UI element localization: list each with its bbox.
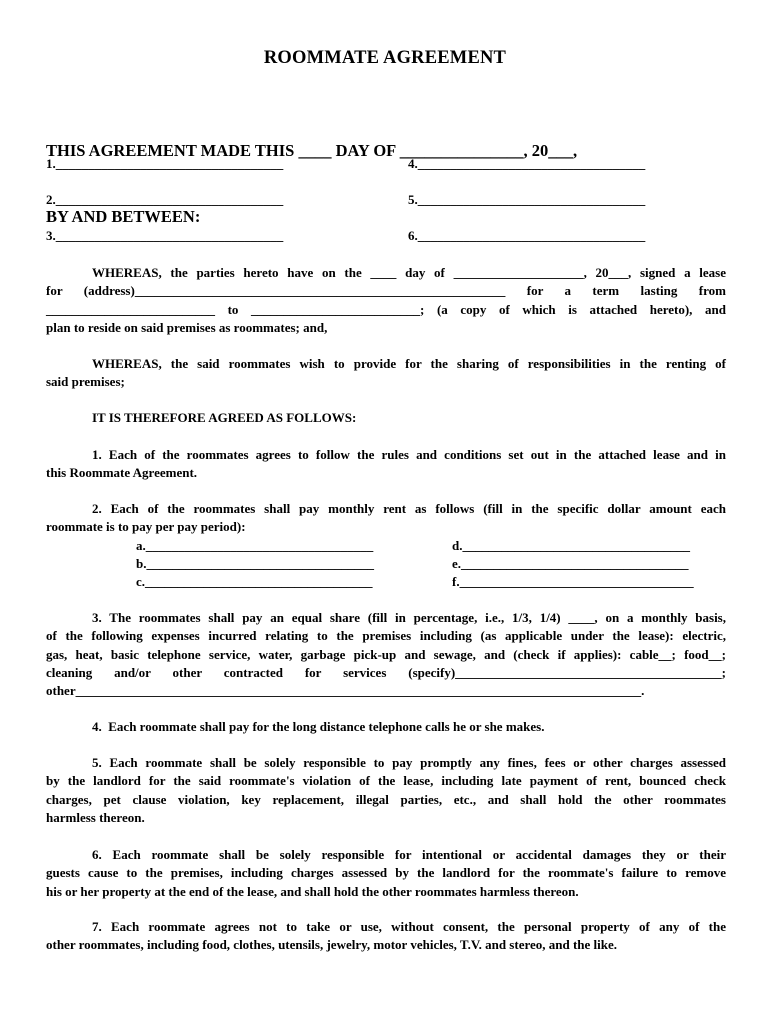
document-title: ROOMMATE AGREEMENT [263,48,507,68]
rent-line-e: e.___________________________________ [452,556,689,571]
whereas-lease-paragraph [46,264,726,337]
clause6-line-1: 6. Each roommate shall be solely responsible for intentional or accidental damages they or their [92,847,726,862]
party-line-5: 5.___________________________________ [408,192,646,207]
clause-5 [46,754,726,827]
clause-1 [46,446,726,483]
clause-4: 4. Each roommate shall pay for the long distance telephone calls he or she makes. [92,719,545,734]
agreed-heading: IT IS THEREFORE AGREED AS FOLLOWS: [92,410,357,425]
clause-3 [46,609,726,700]
whereas1-line-2: for (address)_________________________________________________________ for a term lasting from [46,283,726,299]
clause1-line-2: this Roommate Agreement. [46,465,198,481]
clause5-line-1: 5. Each roommate shall be solely responsible to pay promptly any fines, fees or other charges assessed [92,755,726,770]
whereas-sharing-paragraph [46,355,726,392]
whereas2-line-1: WHEREAS, the said roommates wish to provide for the sharing of responsibilities in the renting of [92,356,726,371]
agreement-intro [46,96,736,272]
clause3-line-5: other_______________________________________________________________________________________. [46,683,645,699]
rent-line-c: c.___________________________________ [136,574,373,589]
clause2-line-2: roommate is to pay per pay period): [46,519,246,535]
intro-date-line: THIS AGREEMENT MADE THIS ____ DAY OF _______________, 20___, [46,141,578,160]
party-line-1: 1.___________________________________ [46,156,284,171]
clause6-line-3: his or her property at the end of the lease, and shall hold the other roommates harmless thereon. [46,883,579,899]
clause-7 [46,918,726,955]
clause5-line-2: by the landlord for the said roommate's violation of the lease, including late payment of rent, bounced check [46,773,726,789]
clause3-line-3: gas, heat, basic telephone service, water, garbage pick-up and sewage, and (check if applies): cable__; food__; [46,646,726,662]
clause-6 [46,846,726,901]
clause2-line-1: 2. Each of the roommates shall pay monthly rent as follows (fill in the specific dollar amount each [92,501,726,516]
clause3-line-1: 3. The roommates shall pay an equal share (fill in percentage, i.e., 1/3, 1/4) ____, on a monthly basis, [92,610,726,625]
clause5-line-3: charges, pet clause violation, key replacement, illegal parties, etc., and shall hold the other roommates [46,791,726,807]
party-line-6: 6.___________________________________ [408,228,646,243]
clause-2 [46,500,726,537]
whereas1-line-1: WHEREAS, the parties hereto have on the ____ day of ____________________, 20___, signed a lease [92,265,726,280]
clause3-line-2: of the following expenses incurred relating to the premises including (as applicable under the lease): electric, [46,628,726,644]
whereas2-line-2: said premises; [46,374,125,390]
rent-line-f: f.____________________________________ [452,574,694,589]
rent-line-a: a.___________________________________ [136,538,374,553]
rent-line-b: b.___________________________________ [136,556,374,571]
clause7-line-2: other roommates, including food, clothes, utensils, jewelry, motor vehicles, T.V. and stereo, and the like. [46,937,618,953]
clause7-line-1: 7. Each roommate agrees not to take or use, without consent, the personal property of any of the [92,919,726,934]
whereas1-line-4: plan to reside on said premises as roommates; and, [46,319,328,335]
party-line-2: 2.___________________________________ [46,192,284,207]
clause1-line-1: 1. Each of the roommates agrees to follow the rules and conditions set out in the attached lease and in [92,447,726,462]
clause6-line-2: guests cause to the premises, including charges assessed by the landlord for the roommate's failure to remove [46,865,726,881]
rent-line-d: d.___________________________________ [452,538,690,553]
whereas1-line-3: __________________________ to __________________________; (a copy of which is attached hereto), and [46,301,726,317]
intro-between-line: BY AND BETWEEN: [46,207,201,226]
clause3-line-4: cleaning and/or other contracted for services (specify)_________________________________________; [46,664,726,680]
clause5-line-4: harmless thereon. [46,809,145,825]
party-line-3: 3.___________________________________ [46,228,284,243]
party-line-4: 4.___________________________________ [408,156,646,171]
